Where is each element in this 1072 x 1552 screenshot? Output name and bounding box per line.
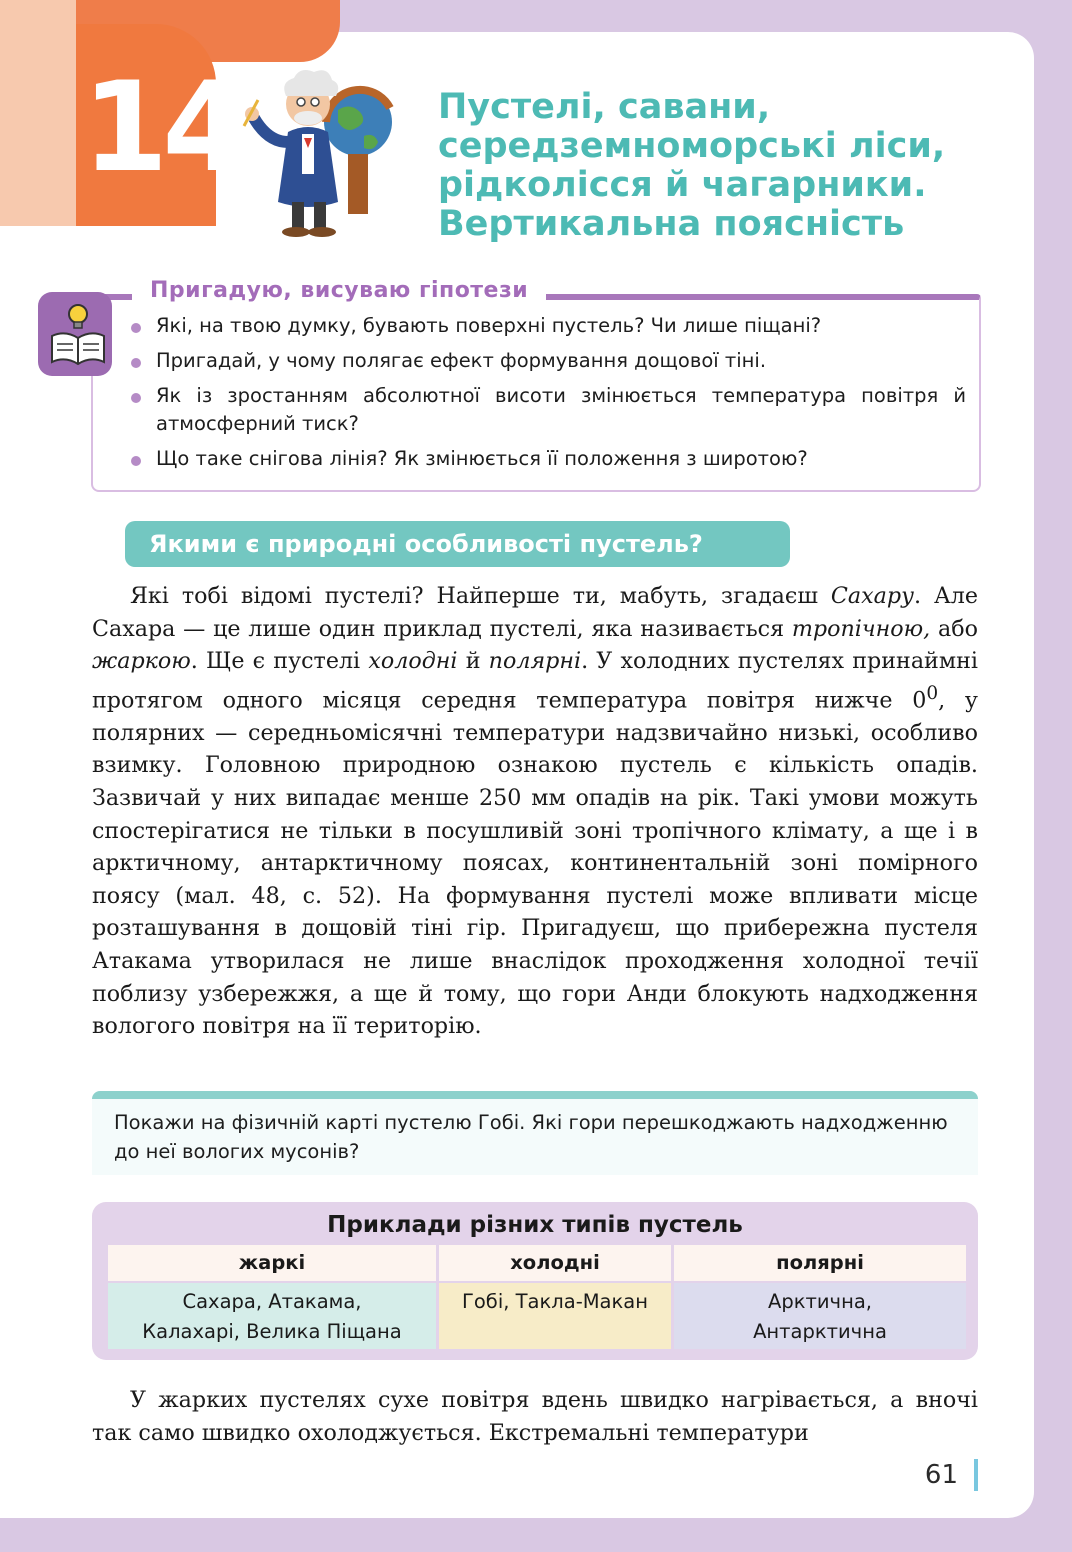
chapter-band-decoration <box>0 0 76 226</box>
recall-heading: Пригадую, висуваю гіпотези <box>132 276 546 306</box>
task-text: Покажи на фізичній карті пустелю Гобі. Які гори перешкоджають надходженню до неї вологих мусонів? <box>114 1111 948 1163</box>
list-item: Що таке снігова лінія? Як змінюється її положення з широтою? <box>130 445 966 473</box>
table-header-cold: холодні <box>439 1245 671 1281</box>
paragraph-1: Які тобі відомі пустелі? Найперше ти, мабуть, згадаєш Сахару. Але Сахара — це лише один приклад пустелі, яка називається тропічною, або жаркою. Ще є пустелі холодні й полярні. У холодних пустелях принаймні протягом одного місяця середня температура повітря нижче $0^0$, у полярних — середньомісячні температури надзвичайно низькі, особливо взимку. Головною природною ознакою пустель є кількість опадів. Зазвичай у них випадає менше 250 мм опадів на рік. Такі умови можуть спостерігатися не тільки в посушливій зоні тропічного клімату, а ще і в арктичному, антарктичному поясах, континентальній зоні помірного поясу (мал. 48, с. 52). На формування пустелі може впливати місце розташування в дощовій тіні гір. Пригадуєш, що прибережна пустеля Атакама утворилася не лише внаслідок проходження холодної течії поблизу узбережжя, а ще й тому, що гори Анди блокують надходження вологого повітря на її територію. <box>92 583 978 1040</box>
title-line: Пустелі, савани, <box>438 87 771 127</box>
page-number: 61 <box>924 1460 958 1490</box>
table-cell-cold: Гобі, Такла-Макан <box>439 1283 671 1349</box>
title-line: Вертикальна поясність <box>438 204 905 244</box>
professor-figure <box>244 70 338 237</box>
title-line: рідколісся й чагарники. <box>438 165 927 205</box>
chapter-title <box>438 88 1018 244</box>
book-lightbulb-icon <box>38 292 112 376</box>
list-item: Які, на твою думку, бувають поверхні пустель? Чи лише піщані? <box>130 312 966 340</box>
table-title: Приклади різних типів пустель <box>327 1212 743 1238</box>
table-header-hot: жаркі <box>108 1245 436 1281</box>
page-number-bar <box>974 1459 978 1491</box>
list-item: Пригадай, у чому полягає ефект формування дощової тіні. <box>130 347 966 375</box>
section-heading: Якими є природні особливості пустель? <box>125 521 790 567</box>
table-header-polar: полярні <box>674 1245 966 1281</box>
table-cell-hot: Сахара, Атакама, Калахарі, Велика Піщана <box>108 1283 436 1349</box>
recall-list <box>130 312 966 480</box>
list-item: Як із зростанням абсолютної висоти змінюється температура повітря й атмосферний тиск? <box>130 382 966 438</box>
title-line: середземноморські ліси, <box>438 126 946 166</box>
chapter-number: 14 <box>82 56 243 200</box>
paragraph-2: У жарких пустелях сухе повітря вдень швидко нагрівається, а вночі так само швидко охолоджується. Екстремальні температури <box>92 1387 978 1446</box>
table-cell-polar: Арктична, Антарктична <box>674 1283 966 1349</box>
professor-illustration <box>218 62 418 242</box>
